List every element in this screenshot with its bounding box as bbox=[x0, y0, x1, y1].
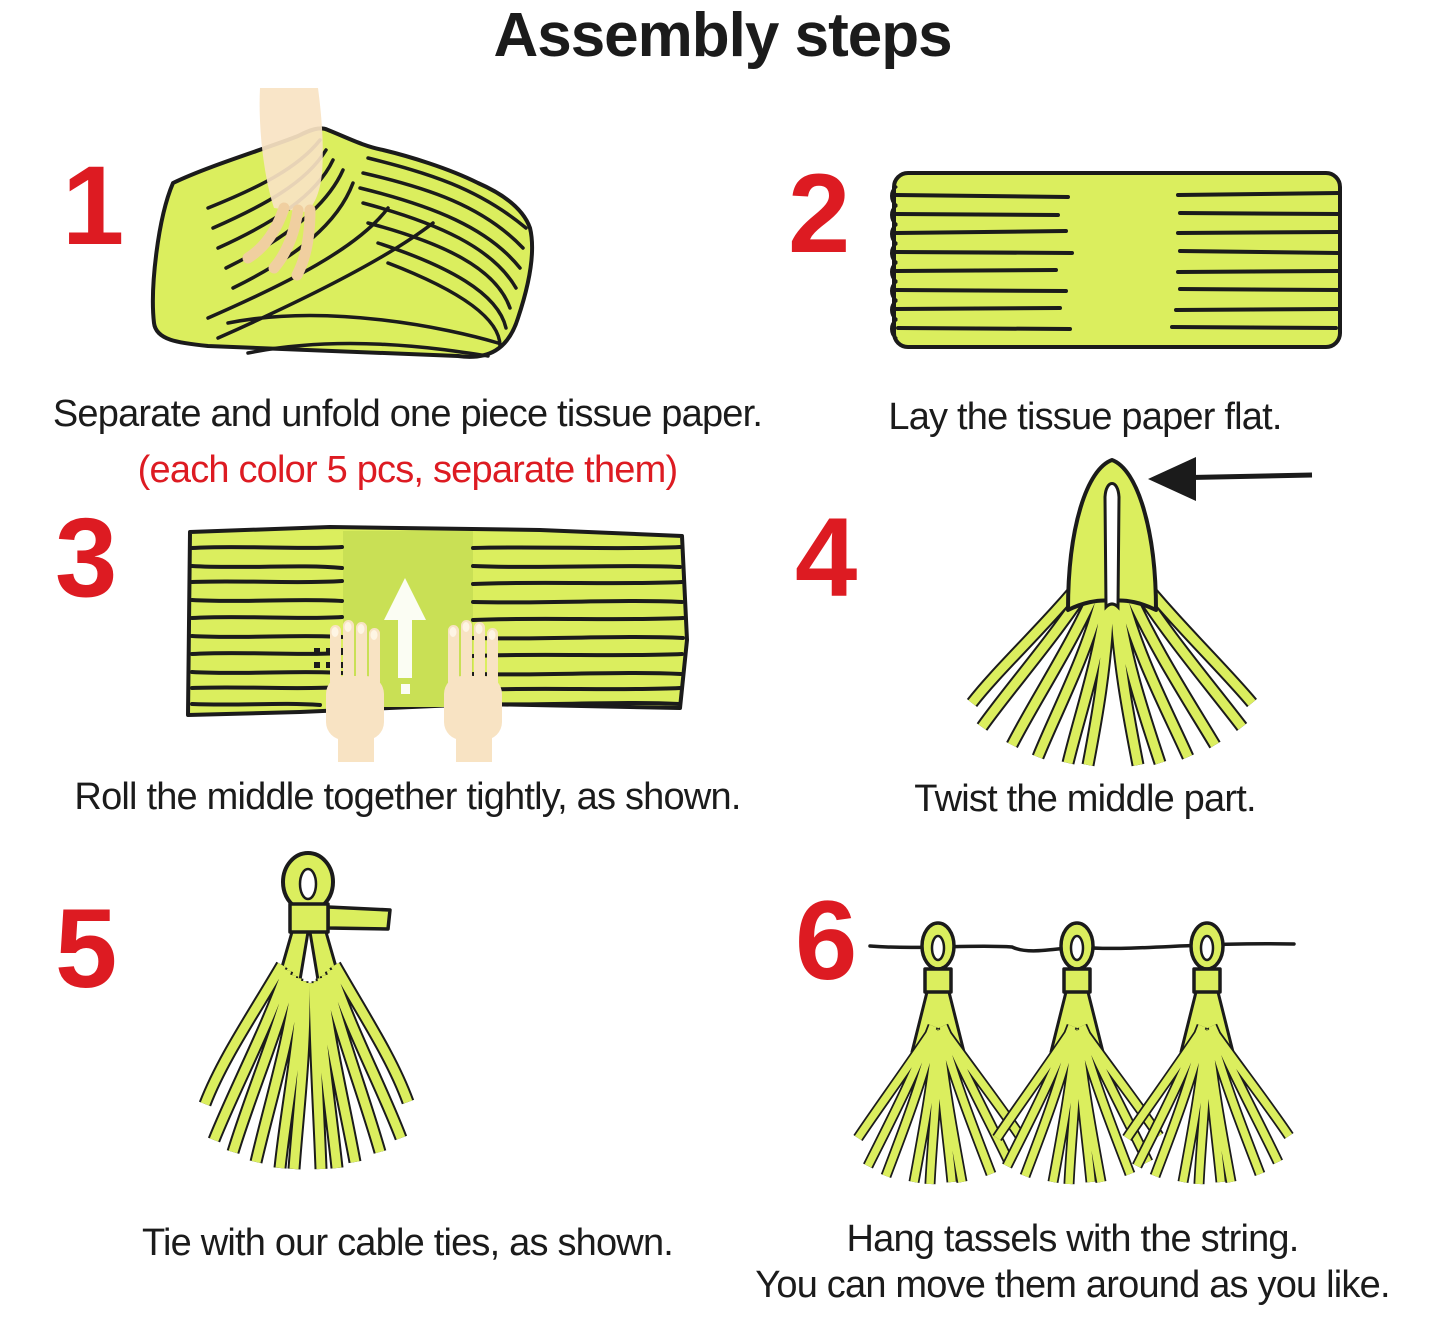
tissue-sheet bbox=[153, 128, 532, 356]
step-5-number: 5 bbox=[55, 886, 118, 1011]
tassel-3 bbox=[1127, 923, 1289, 1184]
step-4-illustration-twisted-tassel bbox=[960, 445, 1330, 775]
step-6-caption-line2: You can move them around as you like. bbox=[755, 1264, 1390, 1306]
step-1-illustration-hand-separating-tissue bbox=[148, 88, 548, 378]
step-6-number: 6 bbox=[795, 878, 858, 1003]
step-2-number: 2 bbox=[788, 151, 851, 276]
step-4-number: 4 bbox=[795, 495, 858, 620]
tassel-fringes bbox=[205, 965, 408, 1169]
loop-hole bbox=[300, 869, 316, 899]
step-6-illustration-tassels-on-string bbox=[862, 920, 1302, 1205]
tassel-2 bbox=[997, 923, 1159, 1184]
page-title: Assembly steps bbox=[493, 1, 952, 70]
step-2-caption: Lay the tissue paper flat. bbox=[888, 396, 1282, 438]
step-2-illustration-tissue-flat bbox=[888, 165, 1346, 355]
step-4-caption: Twist the middle part. bbox=[914, 778, 1256, 820]
step-5-illustration-tassel-with-cable-tie bbox=[192, 852, 417, 1182]
tissue-sheet bbox=[894, 173, 1340, 347]
step-5-caption: Tie with our cable ties, as shown. bbox=[141, 1222, 674, 1264]
step-1-subcaption: (each color 5 pcs, separate them) bbox=[137, 449, 678, 491]
step-1-number: 1 bbox=[62, 143, 125, 268]
step-3-illustration-hands-rolling-middle bbox=[180, 520, 695, 765]
cable-tie-strap bbox=[328, 907, 390, 929]
step-6-caption: Hang tassels with the string. bbox=[846, 1218, 1299, 1260]
tassel-1 bbox=[858, 923, 1020, 1184]
step-3-number: 3 bbox=[55, 495, 118, 620]
loop-slit bbox=[1105, 484, 1119, 608]
arrow-left-icon bbox=[1148, 457, 1312, 501]
cable-tie-band bbox=[290, 904, 328, 932]
step-1-caption: Separate and unfold one piece tissue paper. bbox=[52, 393, 763, 435]
step-3-caption: Roll the middle together tightly, as shown. bbox=[74, 776, 741, 818]
